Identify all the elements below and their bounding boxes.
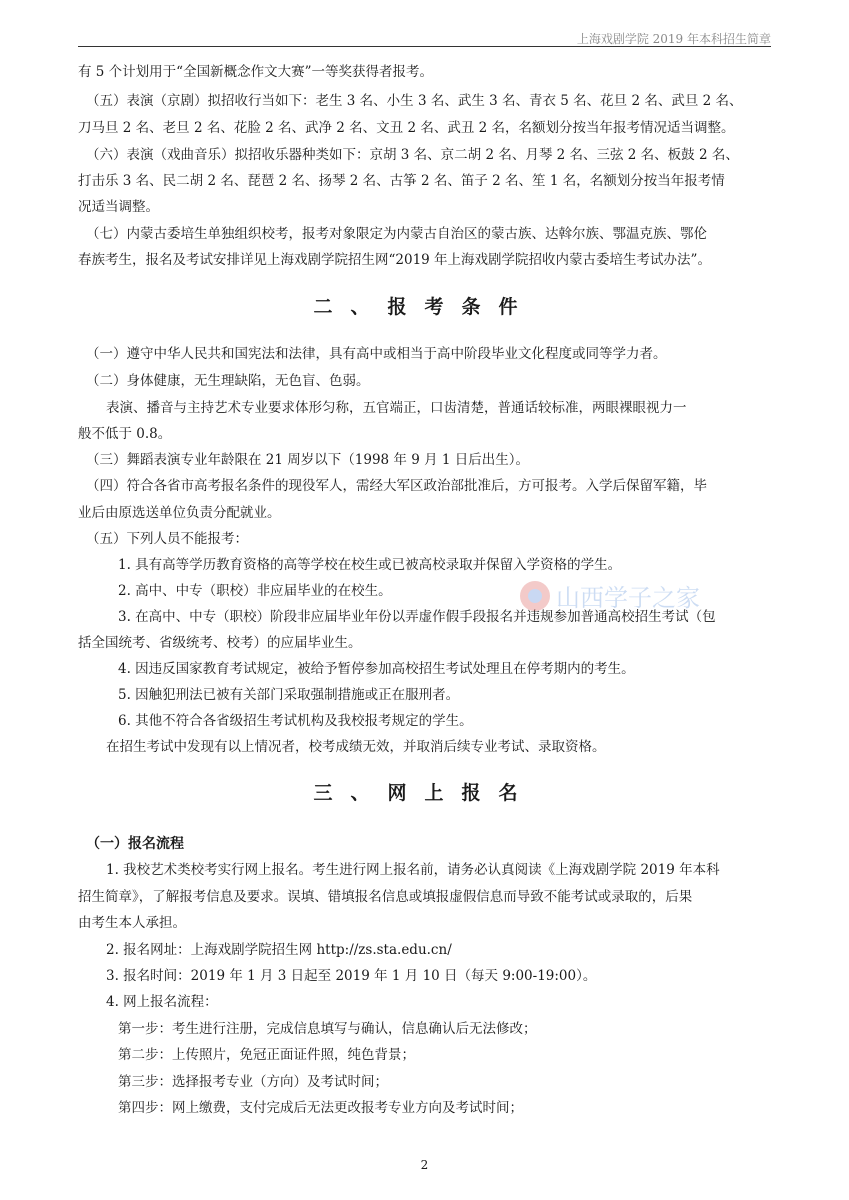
text-line: （五）表演（京剧）拟招收行当如下：老生 3 名、小生 3 名、武生 3 名、青衣 5 名、花旦 2 名、武旦 2 名、 [86, 93, 743, 109]
text-line: 1. 具有高等学历教育资格的高等学校在校生或已被高校录取并保留入学资格的学生。 [118, 557, 622, 573]
text-line: 4. 因违反国家教育考试规定，被给予暂停参加高校招生考试处理且在停考期内的考生。 [118, 661, 635, 677]
text-line: （七）内蒙古委培生单独组织校考，报考对象限定为内蒙古自治区的蒙古族、达斡尔族、鄂温克族、鄂伦 [86, 226, 707, 242]
text-line: 1. 我校艺术类校考实行网上报名。考生进行网上报名前，请务必认真阅读《上海戏剧学院 2019 年本科 [106, 862, 720, 878]
page-number: 2 [420, 1158, 429, 1172]
text-line: （三）舞蹈表演专业年龄限在 21 周岁以下（1998 年 9 月 1 日后出生）。 [86, 452, 530, 468]
text-line: 2. 报名网址：上海戏剧学院招生网 http://zs.sta.edu.cn/ [106, 942, 452, 958]
text-line: 6. 其他不符合各省级招生考试机构及我校报考规定的学生。 [118, 713, 473, 729]
text-line: 由考生本人承担。 [78, 915, 186, 931]
text-line: （一）遵守中华人民共和国宪法和法律，具有高中或相当于高中阶段毕业文化程度或同等学力者。 [86, 346, 667, 362]
watermark-text: 山西学子之家 [556, 584, 700, 612]
text-line: 2. 高中、中专（职校）非应届毕业的在校生。 [118, 583, 392, 599]
text-line: 第二步：上传照片，免冠正面证件照，纯色背景； [118, 1047, 415, 1063]
text-line: 4. 网上报名流程： [106, 994, 218, 1010]
text-line: 第一步：考生进行注册，完成信息填写与确认，信息确认后无法修改； [118, 1021, 537, 1037]
text-line: 打击乐 3 名、民二胡 2 名、琵琶 2 名、扬琴 2 名、古筝 2 名、笛子 2 名、笙 1 名，名额划分按当年报考情 [78, 173, 725, 189]
text-line: 刀马旦 2 名、老旦 2 名、花脸 2 名、武净 2 名、文丑 2 名、武丑 2 名，名额划分按当年报考情况适当调整。 [78, 120, 735, 136]
text-line: 招生简章》，了解报考信息及要求。误填、错填报名信息或填报虚假信息而导致不能考试或录取的，后果 [78, 889, 693, 905]
section-heading: 三、网上报名 [313, 782, 536, 804]
text-line: 5. 因触犯刑法已被有关部门采取强制措施或正在服刑者。 [118, 687, 460, 703]
text-line: 第三步：选择报考专业（方向）及考试时间； [118, 1074, 388, 1090]
subsection-title: （一）报名流程 [86, 836, 184, 852]
text-line: 3. 报名时间：2019 年 1 月 3 日起至 2019 年 1 月 10 日（每天 9:00-19:00）。 [106, 968, 597, 984]
text-line: 第四步：网上缴费，支付完成后无法更改报考专业方向及考试时间； [118, 1100, 523, 1116]
text-line: 3. 在高中、中专（职校）阶段非应届毕业年份以弄虚作假手段报名并违规参加普通高校招生考试（包 [118, 609, 716, 625]
text-line: 有 5 个计划用于“全国新概念作文大赛”一等奖获得者报考。 [78, 64, 433, 80]
text-line: 在招生考试中发现有以上情况者，校考成绩无效，并取消后续专业考试、录取资格。 [106, 739, 606, 755]
text-line: 春族考生，报名及考试安排详见上海戏剧学院招生网“2019 年上海戏剧学院招收内蒙古委培生考试办法”。 [78, 252, 711, 268]
text-line: 表演、播音与主持艺术专业要求体形匀称，五官端正，口齿清楚，普通话较标准，两眼裸眼视力一 [106, 400, 687, 416]
text-line: 括全国统考、省级统考、校考）的应届毕业生。 [78, 635, 362, 651]
text-line: （六）表演（戏曲音乐）拟招收乐器种类如下：京胡 3 名、京二胡 2 名、月琴 2 名、三弦 2 名、板鼓 2 名、 [86, 147, 739, 163]
text-line: 况适当调整。 [78, 199, 159, 215]
text-line: 业后由原选送单位负责分配就业。 [78, 505, 281, 521]
page-header [78, 28, 771, 47]
section-heading: 二、报考条件 [313, 296, 536, 318]
text-line: （二）身体健康，无生理缺陷，无色盲、色弱。 [86, 373, 370, 389]
header-title: 上海戏剧学院 2019 年本科招生简章 [576, 32, 771, 46]
text-line: （五）下列人员不能报考： [86, 531, 248, 547]
text-line: 般不低于 0.8。 [78, 426, 172, 442]
text-line: （四）符合各省市高考报名条件的现役军人，需经大军区政治部批准后，方可报考。入学后保留军籍，毕 [86, 478, 707, 494]
